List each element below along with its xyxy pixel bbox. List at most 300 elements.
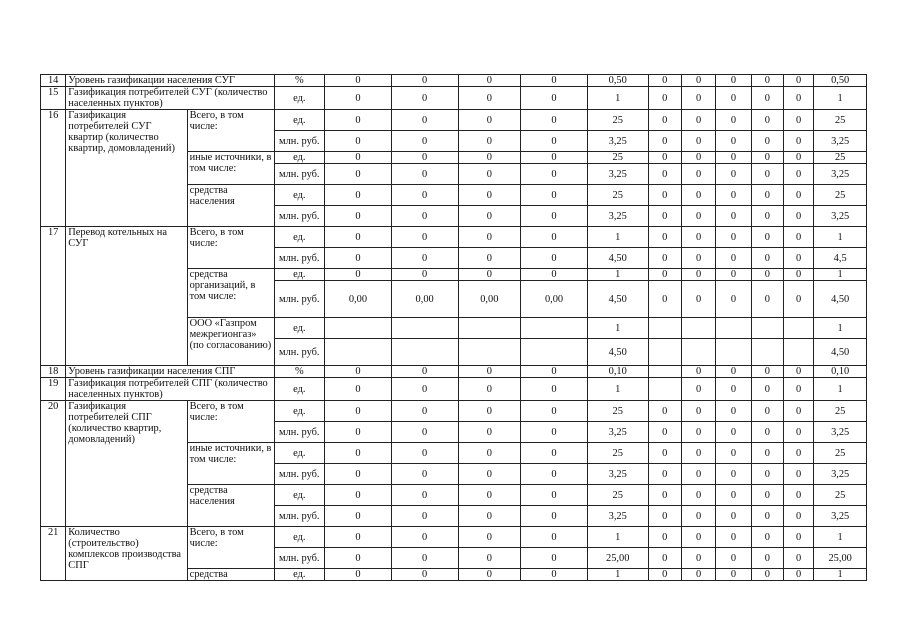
table-cell: 0 (521, 152, 588, 164)
table-cell: 0 (681, 87, 715, 110)
table-cell: 0 (783, 485, 813, 506)
table-cell: ед. (274, 185, 325, 206)
table-cell: 0 (325, 164, 392, 185)
table-row (41, 75, 867, 87)
table-cell: 0 (648, 131, 681, 152)
table-cell (458, 318, 521, 339)
table-cell: 0 (783, 152, 813, 164)
table-cell: % (274, 366, 325, 378)
table-cell (325, 318, 392, 339)
table-cell: 0 (681, 548, 715, 569)
table-cell: Всего, в том числе: (187, 401, 274, 443)
table-cell: 25 (814, 185, 867, 206)
table-cell: 1 (587, 378, 648, 401)
table-cell: 0 (648, 110, 681, 131)
table-cell: 0 (391, 164, 458, 185)
table-cell: 0 (751, 485, 783, 506)
table-cell: Всего, в том числе: (187, 527, 274, 569)
table-cell: 0 (648, 401, 681, 422)
table-cell (391, 339, 458, 366)
table-cell: иные источники, в том числе: (187, 152, 274, 185)
table-cell: 0 (458, 443, 521, 464)
table-cell: 0 (521, 527, 588, 548)
table-cell: 0 (716, 485, 751, 506)
table-cell: 0 (751, 527, 783, 548)
table-cell: ед. (274, 443, 325, 464)
table-cell: 1 (587, 269, 648, 281)
table-cell: 1 (587, 227, 648, 248)
table-cell: 0 (716, 401, 751, 422)
table-cell: 0 (391, 87, 458, 110)
table-cell: Уровень газификации населения СУГ (66, 75, 274, 87)
table-cell: 0 (458, 569, 521, 581)
table-cell (458, 339, 521, 366)
table-cell: 0 (325, 422, 392, 443)
table-cell: 0 (458, 269, 521, 281)
table-cell: 0 (458, 464, 521, 485)
table-cell: 0 (783, 422, 813, 443)
table-cell: 0 (751, 227, 783, 248)
table-cell: 0 (751, 548, 783, 569)
table-cell: 1 (587, 87, 648, 110)
table-cell: 3,25 (587, 206, 648, 227)
table-cell: ед. (274, 318, 325, 339)
table-cell: 0 (716, 248, 751, 269)
table-cell: 0 (521, 569, 588, 581)
table-cell: ед. (274, 401, 325, 422)
table-cell (325, 339, 392, 366)
table-cell: 3,25 (587, 464, 648, 485)
table-cell: % (274, 75, 325, 87)
table-cell: 0 (751, 443, 783, 464)
table-cell: 0 (391, 485, 458, 506)
table-cell: млн. руб. (274, 248, 325, 269)
table-cell: 0 (681, 75, 715, 87)
table-cell: 0 (521, 185, 588, 206)
table-cell: 0 (681, 569, 715, 581)
table-cell: 0 (783, 464, 813, 485)
table-cell: 0 (783, 443, 813, 464)
table-cell: 0 (648, 269, 681, 281)
table-cell: 0 (521, 378, 588, 401)
table-cell (681, 318, 715, 339)
table-cell: ООО «Газпром межрегионгаз» (по согласованию) (187, 318, 274, 366)
table-cell (751, 339, 783, 366)
table-cell: 0 (325, 378, 392, 401)
table-cell: 0 (391, 569, 458, 581)
table-cell: 0 (783, 548, 813, 569)
table-cell: 0 (521, 227, 588, 248)
table-cell: 25 (587, 152, 648, 164)
table-cell: 0 (648, 422, 681, 443)
table-cell (716, 339, 751, 366)
table-cell: 0 (325, 269, 392, 281)
table-cell: 0 (716, 185, 751, 206)
table-cell: 0 (458, 401, 521, 422)
table-cell: 0 (751, 164, 783, 185)
table-body (41, 75, 867, 581)
table-cell: млн. руб. (274, 548, 325, 569)
table-cell: 0 (783, 248, 813, 269)
table-cell: 0 (681, 422, 715, 443)
table-cell: 0 (751, 248, 783, 269)
table-cell: 0 (681, 506, 715, 527)
table-cell: 0 (681, 527, 715, 548)
table-cell: 4,50 (587, 281, 648, 318)
table-cell: 0 (458, 206, 521, 227)
table-cell: 25,00 (587, 548, 648, 569)
table-cell: 0 (521, 269, 588, 281)
table-cell: 3,25 (814, 422, 867, 443)
table-cell: 17 (41, 227, 66, 366)
table-row (41, 527, 867, 548)
table-cell (391, 318, 458, 339)
table-cell (648, 318, 681, 339)
table-cell: млн. руб. (274, 281, 325, 318)
table-cell: 0 (716, 378, 751, 401)
table-cell: 0 (391, 110, 458, 131)
table-cell: 0 (751, 75, 783, 87)
table-cell: 0 (783, 110, 813, 131)
table-cell: 0 (458, 185, 521, 206)
table-cell: 0 (716, 227, 751, 248)
table-cell: средства населения (187, 185, 274, 227)
table-cell: 0,00 (391, 281, 458, 318)
table-cell (648, 378, 681, 401)
table-cell: 4,50 (814, 339, 867, 366)
table-cell: 0 (783, 164, 813, 185)
table-cell: 0 (521, 548, 588, 569)
table-cell: млн. руб. (274, 506, 325, 527)
table-cell: 0 (716, 281, 751, 318)
table-cell: 0 (391, 366, 458, 378)
table-cell: 0 (716, 443, 751, 464)
table-cell: ед. (274, 152, 325, 164)
table-cell: 0 (751, 464, 783, 485)
table-row (41, 401, 867, 422)
table-cell: 0 (521, 506, 588, 527)
table-cell: 0 (325, 131, 392, 152)
table-cell (716, 318, 751, 339)
table-cell: 0 (648, 206, 681, 227)
table-cell: млн. руб. (274, 131, 325, 152)
table-cell: 0 (783, 87, 813, 110)
table-cell: 0 (325, 185, 392, 206)
table-cell: 0 (716, 152, 751, 164)
table-cell: 0 (681, 185, 715, 206)
table-cell: 0 (521, 87, 588, 110)
table-cell: Всего, в том числе: (187, 110, 274, 152)
table-cell: 0 (521, 206, 588, 227)
table-cell: 0 (783, 378, 813, 401)
table-cell: 0 (783, 506, 813, 527)
table-cell: 0 (458, 527, 521, 548)
table-cell: 0 (325, 464, 392, 485)
table-cell: 0 (751, 110, 783, 131)
table-cell: ед. (274, 227, 325, 248)
document-page (40, 74, 867, 581)
table-cell: 0 (325, 569, 392, 581)
table-cell: 0 (325, 152, 392, 164)
table-cell: 0 (391, 185, 458, 206)
table-cell: 0 (325, 506, 392, 527)
table-cell: 0 (648, 548, 681, 569)
table-cell: 0 (681, 485, 715, 506)
table-cell: Газификация потребителей СУГ квартир (количество квартир, домовладений) (66, 110, 187, 227)
table-cell (751, 318, 783, 339)
table-cell: млн. руб. (274, 339, 325, 366)
table-cell: 0 (681, 281, 715, 318)
table-cell: 0,10 (814, 366, 867, 378)
table-cell: 0 (458, 366, 521, 378)
table-cell: 0 (458, 164, 521, 185)
table-cell: 0 (391, 464, 458, 485)
table-cell: Газификация потребителей СУГ (количество населенных пунктов) (66, 87, 274, 110)
table-cell: ед. (274, 378, 325, 401)
table-cell: 0 (325, 527, 392, 548)
table-cell: 0 (325, 485, 392, 506)
table-cell: 0 (681, 401, 715, 422)
table-cell: 0 (458, 506, 521, 527)
table-cell: 0 (648, 87, 681, 110)
table-cell: 0,00 (521, 281, 588, 318)
table-cell: 0 (751, 401, 783, 422)
table-cell: 0 (783, 527, 813, 548)
table-cell: 0 (521, 366, 588, 378)
table-cell: 0 (716, 110, 751, 131)
table-cell: 0 (716, 269, 751, 281)
table-cell: 0 (681, 378, 715, 401)
table-cell: 0 (325, 548, 392, 569)
table-cell: 0 (325, 248, 392, 269)
table-cell: 0 (716, 548, 751, 569)
table-cell: 20 (41, 401, 66, 527)
table-cell: 0 (681, 269, 715, 281)
table-cell: 16 (41, 110, 66, 227)
table-cell: 0 (458, 227, 521, 248)
table-cell: 0 (648, 152, 681, 164)
table-cell: 0 (391, 206, 458, 227)
table-cell: Газификация потребителей СПГ (количество квартир, домовладений) (66, 401, 187, 527)
table-row (41, 87, 867, 110)
table-cell (783, 339, 813, 366)
table-cell: 0 (783, 227, 813, 248)
table-cell: 0 (681, 152, 715, 164)
table-cell: 25 (587, 110, 648, 131)
table-cell: 0 (751, 506, 783, 527)
table-cell: 0 (783, 366, 813, 378)
table-cell: ед. (274, 485, 325, 506)
table-cell: 0 (751, 269, 783, 281)
table-cell: 0 (716, 422, 751, 443)
table-cell: 25 (814, 443, 867, 464)
table-cell: 0,50 (587, 75, 648, 87)
table-cell (521, 339, 588, 366)
table-cell: 0 (783, 269, 813, 281)
table-cell: 0 (648, 485, 681, 506)
table-cell: 25 (814, 485, 867, 506)
table-cell: 1 (587, 527, 648, 548)
table-cell: 0 (783, 281, 813, 318)
table-cell: 3,25 (814, 464, 867, 485)
table-cell: 0 (391, 269, 458, 281)
table-cell: 0 (521, 485, 588, 506)
table-cell: 0 (681, 131, 715, 152)
table-cell: 0 (716, 569, 751, 581)
table-cell: 0 (648, 248, 681, 269)
table-cell: 0 (681, 366, 715, 378)
table-cell: 0 (751, 152, 783, 164)
table-cell: 0 (751, 281, 783, 318)
table-cell: 0 (648, 227, 681, 248)
table-cell: 0 (751, 569, 783, 581)
table-cell: 0 (648, 464, 681, 485)
table-cell: ед. (274, 110, 325, 131)
table-cell: 0 (458, 248, 521, 269)
table-cell: 25 (587, 443, 648, 464)
table-cell: 0 (391, 152, 458, 164)
table-cell: 0 (391, 401, 458, 422)
table-cell: иные источники, в том числе: (187, 443, 274, 485)
table-cell: 0 (325, 227, 392, 248)
table-cell: средства (187, 569, 274, 581)
table-cell: ед. (274, 269, 325, 281)
table-cell: 0 (458, 75, 521, 87)
table-cell: 0 (681, 110, 715, 131)
table-cell: 1 (814, 227, 867, 248)
table-cell: 0 (325, 87, 392, 110)
table-cell: 4,5 (814, 248, 867, 269)
table-cell: 0 (716, 366, 751, 378)
table-cell: 1 (814, 569, 867, 581)
table-cell: 3,25 (587, 422, 648, 443)
table-cell: млн. руб. (274, 464, 325, 485)
table-cell: 0 (648, 185, 681, 206)
table-cell: 0 (716, 87, 751, 110)
table-cell: 0 (521, 75, 588, 87)
table-cell: Уровень газификации населения СПГ (66, 366, 274, 378)
table-cell: 0 (325, 366, 392, 378)
table-cell: 4,50 (587, 339, 648, 366)
table-cell: 4,50 (814, 281, 867, 318)
table-cell: 0 (521, 464, 588, 485)
table-cell: 0 (458, 422, 521, 443)
table-cell: 0 (325, 206, 392, 227)
table-cell: ед. (274, 569, 325, 581)
table-cell: 0 (391, 443, 458, 464)
table-cell: 0 (783, 131, 813, 152)
table-cell: 0 (783, 569, 813, 581)
table-cell: 0 (783, 206, 813, 227)
table-cell: 0 (458, 485, 521, 506)
table-cell: 0 (716, 164, 751, 185)
table-cell: 0 (648, 527, 681, 548)
table-cell: 1 (587, 318, 648, 339)
table-cell: 0 (521, 248, 588, 269)
table-cell: 0 (681, 464, 715, 485)
table-cell: 0 (325, 443, 392, 464)
table-cell: 0 (521, 443, 588, 464)
table-cell (648, 339, 681, 366)
table-cell: 0 (391, 548, 458, 569)
table-cell: 0 (325, 75, 392, 87)
table-cell: 18 (41, 366, 66, 378)
table-cell: 3,25 (814, 131, 867, 152)
table-cell: 0 (681, 227, 715, 248)
table-cell: 0 (648, 164, 681, 185)
table-cell: 0 (751, 87, 783, 110)
table-cell: 0 (648, 281, 681, 318)
table-cell: 0 (751, 366, 783, 378)
table-cell: 0 (716, 75, 751, 87)
table-cell: Всего, в том числе: (187, 227, 274, 269)
table-cell: 0 (716, 527, 751, 548)
table-cell: 0 (751, 422, 783, 443)
table-cell: 3,25 (814, 164, 867, 185)
table-cell: 1 (814, 378, 867, 401)
table-row (41, 227, 867, 248)
table-cell: 0 (391, 527, 458, 548)
table-cell (648, 366, 681, 378)
table-cell: 25 (587, 185, 648, 206)
table-cell: 25,00 (814, 548, 867, 569)
table-cell: млн. руб. (274, 164, 325, 185)
table-cell: 15 (41, 87, 66, 110)
table-cell: 19 (41, 378, 66, 401)
table-cell: 3,25 (587, 164, 648, 185)
table-cell: 0 (783, 185, 813, 206)
table-cell: 0 (391, 131, 458, 152)
table-cell: 0 (681, 443, 715, 464)
table-cell (681, 339, 715, 366)
table-cell: 14 (41, 75, 66, 87)
table-cell: 3,25 (587, 506, 648, 527)
table-cell: 0 (783, 75, 813, 87)
table-cell: средства организаций, в том числе: (187, 269, 274, 318)
table-cell: 1 (587, 569, 648, 581)
table-cell: 0 (521, 164, 588, 185)
table-cell: 0 (681, 206, 715, 227)
table-cell: 0 (458, 378, 521, 401)
table-cell: 0 (751, 185, 783, 206)
table-cell (783, 318, 813, 339)
table-cell: 25 (587, 485, 648, 506)
table-cell: 4,50 (587, 248, 648, 269)
table-cell: 0 (521, 422, 588, 443)
table-cell: 0 (521, 110, 588, 131)
table-cell: 1 (814, 318, 867, 339)
table-cell: 0 (458, 548, 521, 569)
table-cell: 3,25 (587, 131, 648, 152)
table-cell: 25 (587, 401, 648, 422)
table-cell: 0 (681, 248, 715, 269)
table-cell: 3,25 (814, 206, 867, 227)
table-cell: 1 (814, 269, 867, 281)
table-cell: 1 (814, 527, 867, 548)
table-cell: 0 (751, 378, 783, 401)
table-cell: 0 (716, 464, 751, 485)
table-cell: 25 (814, 110, 867, 131)
table-cell: 0,00 (325, 281, 392, 318)
table-cell: 21 (41, 527, 66, 581)
table-cell: 0 (391, 227, 458, 248)
table-cell: 0,50 (814, 75, 867, 87)
table-cell: ед. (274, 87, 325, 110)
table-cell: Газификация потребителей СПГ (количество населенных пунктов) (66, 378, 274, 401)
table-cell: Количество (строительство) комплексов производства СПГ (66, 527, 187, 581)
table-row (41, 110, 867, 131)
table-cell: ед. (274, 527, 325, 548)
